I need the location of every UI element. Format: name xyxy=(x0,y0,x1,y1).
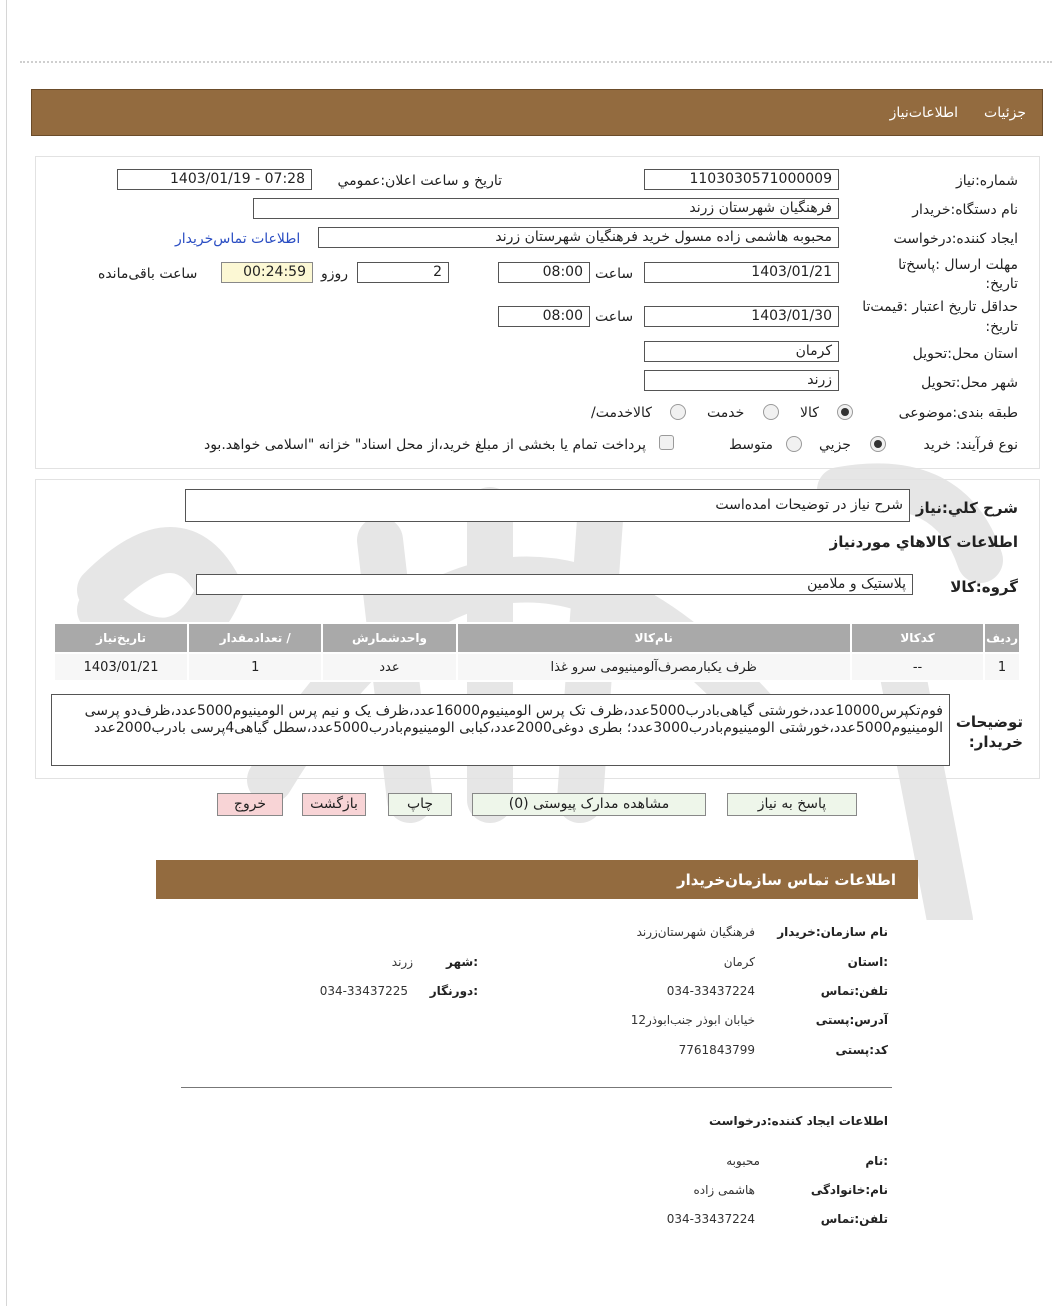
category-radio-service[interactable] xyxy=(763,404,779,420)
category-label: طبقه بندی:موضوعی xyxy=(898,405,1018,421)
cell-code: -- xyxy=(851,653,984,681)
cell-name: ظرف یکبارمصرف‌آلومینیومی سرو غذا xyxy=(457,653,851,681)
creator-phone-label: تلفن:تماس xyxy=(820,1212,888,1226)
cell-quantity: 1 xyxy=(188,653,322,681)
process-radio-minor[interactable] xyxy=(870,436,886,452)
creator-phone-value: 034-33437224 xyxy=(666,1212,755,1226)
back-button[interactable]: بازگشت xyxy=(302,793,366,816)
remaining-hours-label: ساعت باقی‌مانده xyxy=(98,266,198,282)
contact-postal-value: 7761843799 xyxy=(678,1043,755,1057)
need-number-field: 1103030571000009 xyxy=(644,169,839,190)
deadline-label: مهلت ارسال :پاسخ‌تا xyxy=(898,257,1018,273)
goods-group-field: پلاستیک و ملامین xyxy=(196,574,913,595)
deadline-time-field: 08:00 xyxy=(498,262,590,283)
cell-need-date: 1403/01/21 xyxy=(54,653,188,681)
days-label: روزو xyxy=(321,266,349,282)
category-radio-goods-service[interactable] xyxy=(670,404,686,420)
deadline-label-date: :تاریخ xyxy=(985,276,1018,292)
contact-phone-label: تلفن:تماس xyxy=(820,984,888,998)
days-remaining-field: 2 xyxy=(357,262,449,283)
process-option-medium: متوسط xyxy=(729,437,773,453)
creator-name-label: :نام xyxy=(865,1154,888,1168)
top-dotted-divider xyxy=(20,61,1052,63)
tab-details[interactable]: جزئیات xyxy=(984,105,1026,121)
col-need-date: تاریخ‌نیاز xyxy=(54,623,188,653)
cell-unit: عدد xyxy=(322,653,456,681)
view-attachments-button[interactable]: مشاهده مدارک پیوستی (0) xyxy=(472,793,706,816)
contact-address-label: آدرس:پستی xyxy=(815,1013,888,1027)
col-row: ردیف xyxy=(984,623,1020,653)
contact-city-label: :شهر xyxy=(446,955,478,969)
col-quantity: / تعدادمقدار xyxy=(188,623,322,653)
creator-family-value: هاشمی زاده xyxy=(693,1183,755,1197)
buyer-notes-label-2: :خریدار xyxy=(968,733,1023,751)
contact-province-label: :استان xyxy=(847,955,888,969)
general-description-label: شرح کلي:نیاز xyxy=(915,499,1018,517)
validity-time-field: 08:00 xyxy=(498,306,590,327)
process-type-label: نوع فرآیند: خرید xyxy=(923,437,1018,453)
contact-fax-label: :دورنگار xyxy=(429,984,478,998)
deadline-date-field: 1403/01/21 xyxy=(644,262,839,283)
contact-address-value: خیابان ابوذر جنب‌ابوذر12 xyxy=(630,1013,755,1027)
contact-province-value: کرمان xyxy=(723,955,755,969)
validity-label: حداقل تاریخ اعتبار :قیمت‌تا xyxy=(862,299,1018,315)
delivery-city-label: شهر محل:تحویل xyxy=(921,375,1018,391)
exit-button[interactable]: خروج xyxy=(217,793,283,816)
contact-fax-value: 034-33437225 xyxy=(319,984,408,998)
buyer-contact-header xyxy=(156,860,918,899)
need-number-label: شماره:نیاز xyxy=(955,173,1018,189)
announce-date-field: 1403/01/19 - 07:28 xyxy=(117,169,312,190)
delivery-city-field: زرند xyxy=(644,370,839,391)
category-option-goods: کالا xyxy=(800,405,819,421)
process-option-minor: جزیي xyxy=(819,437,851,453)
category-radio-goods[interactable] xyxy=(837,404,853,420)
category-option-goods-service: /کالاخدمت xyxy=(591,405,652,421)
buyer-contact-link[interactable]: اطلاعات تماس‌خریدار xyxy=(175,231,301,247)
creator-name-value: محبوبه xyxy=(726,1154,760,1168)
buyer-contact-title: اطلاعات تماس سازمان‌خریدار xyxy=(676,871,896,889)
contact-phone-value: 034-33437224 xyxy=(666,984,755,998)
items-table xyxy=(53,622,1021,682)
treasury-payment-note: پرداخت تمام یا بخشی از مبلغ خرید،از محل اسناد" خزانه "اسلامی خواهد.بود xyxy=(203,437,646,453)
delivery-province-label: استان محل:تحویل xyxy=(912,346,1018,362)
col-name: نام‌کالا xyxy=(457,623,851,653)
deadline-time-label: ساعت xyxy=(595,266,634,282)
countdown-timer: 00:24:59 xyxy=(221,262,313,283)
creator-info-title: اطلاعات ایجاد کننده:درخواست xyxy=(708,1114,888,1128)
contact-postal-label: کد:پستی xyxy=(835,1043,888,1057)
items-table-header xyxy=(54,623,1020,653)
cell-row: 1 xyxy=(984,653,1020,681)
tab-need-info[interactable]: اطلاعات‌نیاز xyxy=(889,105,958,121)
process-radio-medium[interactable] xyxy=(786,436,802,452)
validity-label-date: :تاریخ xyxy=(985,319,1018,335)
general-description-field: شرح نیاز در توضیحات امده‌است xyxy=(185,489,910,522)
col-code: کدکالا xyxy=(851,623,984,653)
contact-org-value: فرهنگیان شهرستان‌زرند xyxy=(636,925,755,939)
treasury-payment-checkbox[interactable] xyxy=(659,435,674,450)
contact-org-label: نام سازمان:خریدار xyxy=(777,925,888,939)
announce-date-label: تاریخ و ساعت اعلان:عمومي xyxy=(337,173,502,189)
col-unit: واحدشمارش xyxy=(322,623,456,653)
buyer-notes-label: توضیحات xyxy=(955,713,1023,731)
reply-to-need-button[interactable]: پاسخ به نیاز xyxy=(727,793,857,816)
buyer-org-field: فرهنگیان شهرستان زرند xyxy=(253,198,839,219)
category-option-service: خدمت xyxy=(707,405,745,421)
creator-field: محبوبه هاشمی زاده مسول خرید فرهنگیان شهرستان زرند xyxy=(318,227,839,248)
validity-date-field: 1403/01/30 xyxy=(644,306,839,327)
contact-separator xyxy=(181,1087,892,1088)
contact-city-value: زرند xyxy=(391,955,413,969)
header-bar xyxy=(31,89,1043,136)
delivery-province-field: کرمان xyxy=(644,341,839,362)
validity-time-label: ساعت xyxy=(595,309,634,325)
items-section-title: اطلاعات کالاهاي موردنیاز xyxy=(829,533,1018,551)
print-button[interactable]: چاپ xyxy=(388,793,452,816)
goods-group-label: گروه:کالا xyxy=(950,578,1018,596)
buyer-org-label: نام دستگاه:خریدار xyxy=(912,202,1018,218)
buyer-notes-text: فوم‌تکپرس10000عدد،خورشتی گیاهی‌بادرب5000عدد،ظرف تک پرس الومینیوم16000عدد،ظرف یک و نیم پرس الومینیوم5000عدد،ظرف‌دو پرسی الومینیوم5000عدد،خورشتی الومینیوم‌بادرب3000عدد؛ بطری دوغی2000عدد،کبابی الومینیوم‌بادرب5000عدد،سطل گیاهی4پرسی بادرب2000عدد xyxy=(51,694,950,766)
creator-label: ایجاد کننده:درخواست xyxy=(893,231,1018,247)
page-left-border xyxy=(6,0,7,1306)
creator-family-label: نام:خانوادگی xyxy=(810,1183,888,1197)
table-row xyxy=(54,653,1020,681)
